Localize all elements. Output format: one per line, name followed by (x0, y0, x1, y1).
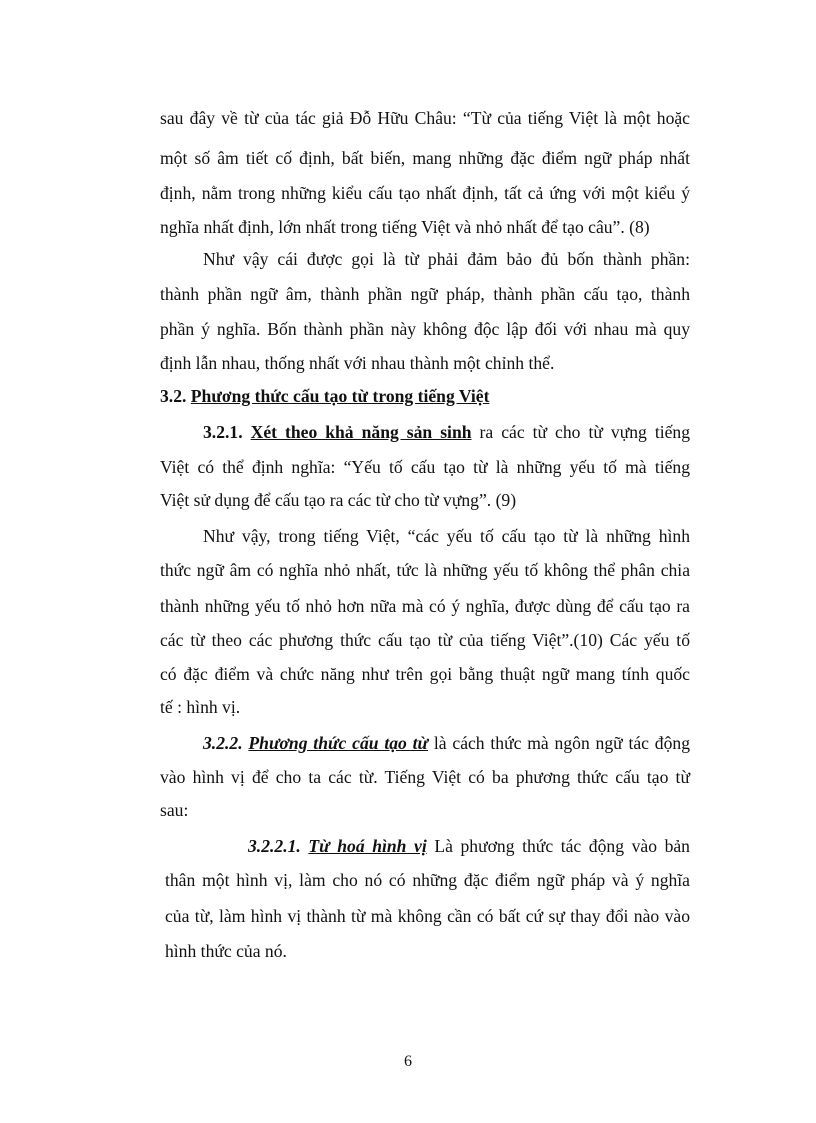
body-line: của từ, làm hình vị thành từ mà không cần có bất cứ sự thay đổi nào vào (165, 906, 690, 926)
body-line: định, nằm trong những kiểu cấu tạo nhất định, tất cả ứng với một kiểu ý (160, 183, 690, 203)
body-line: sau đây về từ của tác giả Đỗ Hữu Châu: “Từ của tiếng Việt là một hoặc (160, 108, 690, 128)
body-line: nghĩa nhất định, lớn nhất trong tiếng Việt và nhỏ nhất để tạo câu”. (8) (160, 217, 650, 237)
subsection-number: 3.2.1. (203, 422, 243, 442)
subsection-rest: ra các từ cho từ vựng tiếng (479, 422, 690, 442)
body-line: tế : hình vị. (160, 697, 241, 717)
subsection-title: Từ hoá hình vị (308, 836, 427, 856)
body-line: thức ngữ âm có nghĩa nhỏ nhất, tức là những yếu tố không thể phân chia (160, 560, 690, 580)
body-line: một số âm tiết cố định, bất biến, mang những đặc điểm ngữ pháp nhất (160, 148, 690, 168)
subsection-3-2-1-lead (203, 420, 690, 444)
body-line: thành những yếu tố nhỏ hơn nữa mà có ý nghĩa, được dùng để cấu tạo ra (160, 596, 690, 616)
subsection-rest: Là phương thức tác động vào bản (434, 836, 690, 856)
subsection-title: Phương thức cấu tạo từ (248, 733, 429, 753)
body-line: Việt có thể định nghĩa: “Yếu tố cấu tạo từ là những yếu tố mà tiếng (160, 457, 690, 477)
body-line: phần ý nghĩa. Bốn thành phần này không độc lập đối với nhau mà quy (160, 319, 690, 339)
subsection-3-2-2-lead (203, 731, 690, 755)
subsection-3-2-2-1-lead (248, 834, 690, 858)
heading-number: 3.2. (160, 386, 187, 406)
heading-title: Phương thức cấu tạo từ trong tiếng Việt (190, 386, 490, 406)
body-line: Như vậy, trong tiếng Việt, “các yếu tố cấu tạo từ là những hình (203, 526, 690, 546)
body-line: định lẫn nhau, thống nhất với nhau thành một chỉnh thể. (160, 353, 555, 373)
body-line: thân một hình vị, làm cho nó có những đặc điểm ngữ pháp và ý nghĩa (165, 870, 690, 890)
body-line: vào hình vị để cho ta các từ. Tiếng Việt có ba phương thức cấu tạo từ (160, 767, 690, 787)
body-line: Như vậy cái được gọi là từ phải đảm bảo đủ bốn thành phần: (203, 249, 690, 269)
body-line: thành phần ngữ âm, thành phần ngữ pháp, thành phần cấu tạo, thành (160, 284, 690, 304)
section-heading-3-2 (160, 384, 690, 408)
subsection-title: Xét theo khả năng sản sinh (250, 422, 472, 442)
subsection-rest: là cách thức mà ngôn ngữ tác động (433, 733, 690, 753)
body-line: các từ theo các phương thức cấu tạo từ của tiếng Việt”.(10) Các yếu tố (160, 630, 690, 650)
body-line: hình thức của nó. (165, 941, 287, 961)
body-line: có đặc điểm và chức năng như trên gọi bằng thuật ngữ mang tính quốc (160, 664, 690, 684)
body-line: sau: (160, 800, 189, 820)
page-number: 6 (404, 1053, 412, 1070)
body-line: Việt sử dụng để cấu tạo ra các từ cho từ vựng”. (9) (160, 490, 517, 510)
subsection-number: 3.2.2.1. (248, 836, 301, 856)
subsection-number: 3.2.2. (203, 733, 243, 753)
